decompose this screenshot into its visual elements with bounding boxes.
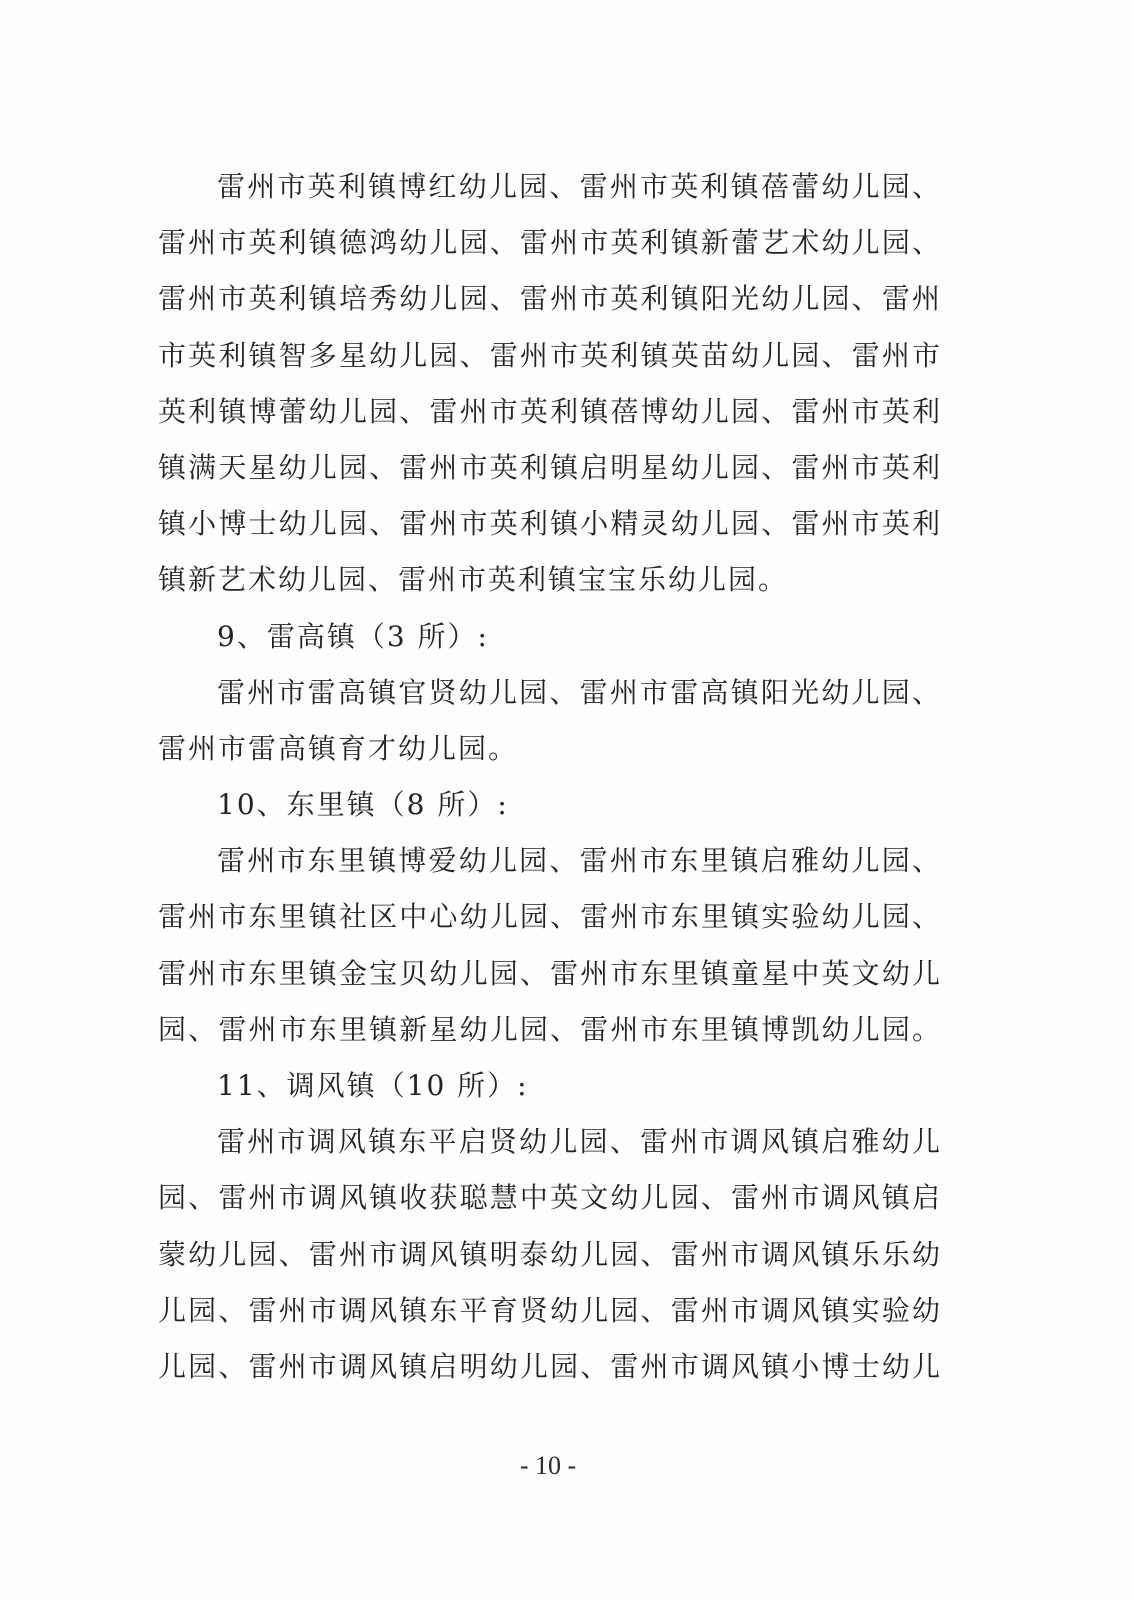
text-line: 英利镇博蕾幼儿园、雷州市英利镇蓓博幼儿园、雷州市英利 [158,394,940,428]
text-line: 雷州市东里镇博爱幼儿园、雷州市东里镇启雅幼儿园、 [217,844,940,878]
section-heading-tiaofeng: 11、调风镇（10 所）: [217,1069,529,1102]
body-text [158,159,940,1395]
text-line: 雷州市英利镇博红幼儿园、雷州市英利镇蓓蕾幼儿园、 [217,170,940,203]
text-line: 雷州市东里镇社区中心幼儿园、雷州市东里镇实验幼儿园、 [158,900,940,934]
text-line: 雷州市雷高镇育才幼儿园。 [158,731,519,765]
section-heading-dongli: 10、东里镇（8 所）: [217,788,509,822]
text-line: 镇满天星幼儿园、雷州市英利镇启明星幼儿园、雷州市英利 [158,450,940,484]
text-line: 雷州市英利镇德鸿幼儿园、雷州市英利镇新蕾艺术幼儿园、 [158,226,940,260]
text-line: 园、雷州市调风镇收获聪慧中英文幼儿园、雷州市调风镇启 [158,1181,940,1215]
text-line: 儿园、雷州市调风镇启明幼儿园、雷州市调风镇小博士幼儿 [158,1349,940,1383]
text-line: 雷州市调风镇东平启贤幼儿园、雷州市调风镇启雅幼儿 [217,1125,940,1159]
text-line: 市英利镇智多星幼儿园、雷州市英利镇英苗幼儿园、雷州市 [158,338,940,372]
text-line: 儿园、雷州市调风镇东平育贤幼儿园、雷州市调风镇实验幼 [158,1293,940,1327]
text-line: 蒙幼儿园、雷州市调风镇明泰幼儿园、雷州市调风镇乐乐幼 [158,1237,940,1271]
text-line: 雷州市东里镇金宝贝幼儿园、雷州市东里镇童星中英文幼儿 [158,956,940,990]
text-line: 雷州市雷高镇官贤幼儿园、雷州市雷高镇阳光幼儿园、 [217,675,940,709]
page-number: - 10 - [519,1451,577,1480]
text-line: 雷州市英利镇培秀幼儿园、雷州市英利镇阳光幼儿园、雷州 [158,282,940,316]
section-heading-leigao: 9、雷高镇（3 所）: [217,619,489,653]
text-line: 园、雷州市东里镇新星幼儿园、雷州市东里镇博凯幼儿园。 [158,1012,940,1046]
text-line: 镇小博士幼儿园、雷州市英利镇小精灵幼儿园、雷州市英利 [158,507,940,541]
text-line: 镇新艺术幼儿园、雷州市英利镇宝宝乐幼儿园。 [158,563,789,597]
